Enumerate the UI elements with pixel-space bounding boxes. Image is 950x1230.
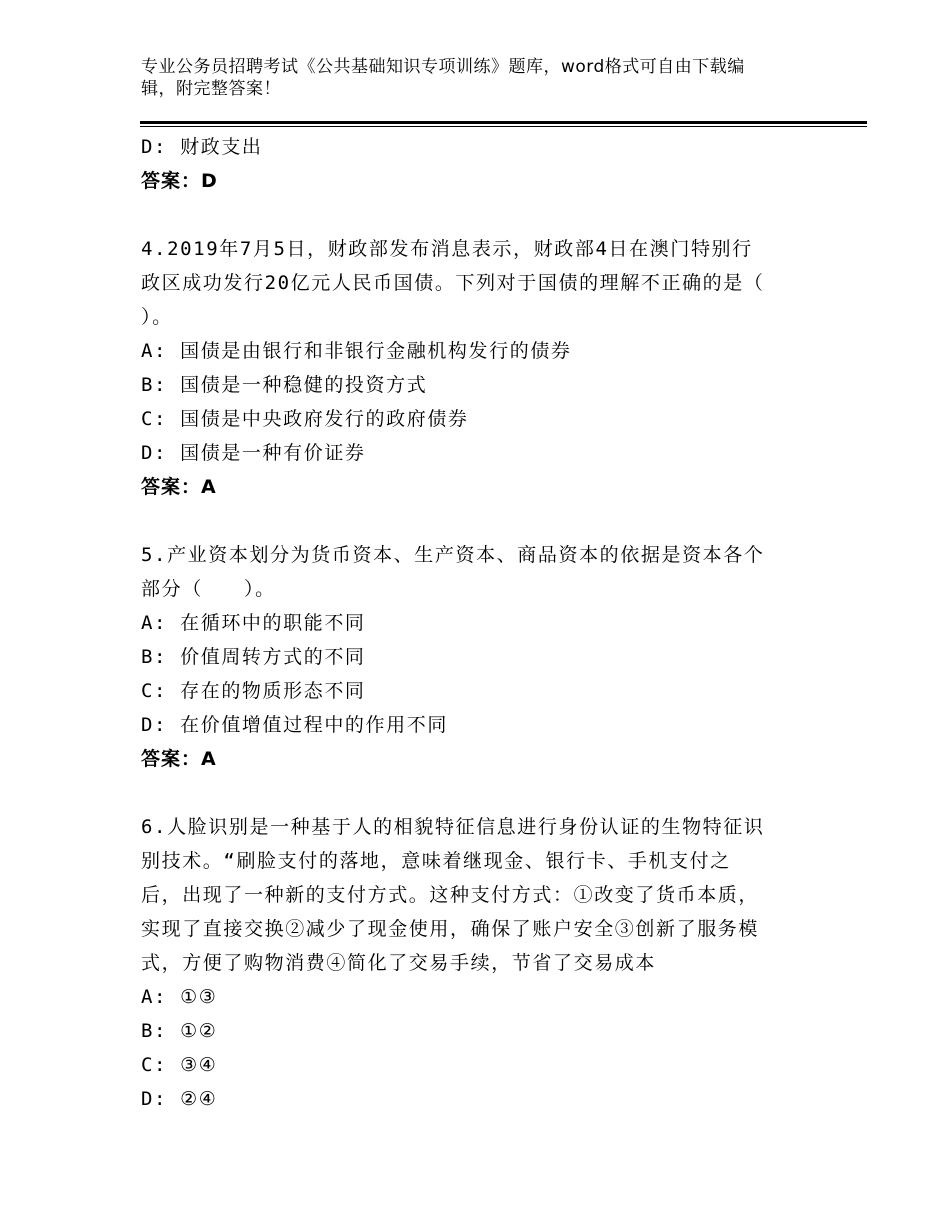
- answer-line: 答案：A: [141, 476, 217, 498]
- answer-line: 答案：A: [141, 748, 217, 770]
- header-line-1: 专业公务员招聘考试《公共基础知识专项训练》题库，word格式可自由下载编: [141, 57, 745, 77]
- question-content: [141, 130, 806, 1116]
- option-a: A: 国债是由银行和非银行金融机构发行的债券: [141, 340, 572, 362]
- option-c: C: 存在的物质形态不同: [141, 680, 366, 702]
- answer-line: 答案：D: [141, 170, 218, 192]
- spacer: [141, 504, 806, 538]
- option-b: B: ①②: [141, 1020, 218, 1042]
- question-stem-line: 4.2019年7月5日，财政部发布消息表示，财政部4日在澳门特别行: [141, 238, 753, 260]
- option-b: B: 国债是一种稳健的投资方式: [141, 374, 428, 396]
- question-stem-line: 后，出现了一种新的支付方式。这种支付方式：①改变了货币本质，: [141, 884, 760, 906]
- header-rule-thick: [140, 121, 867, 124]
- option-d: D: 在价值增值过程中的作用不同: [141, 714, 448, 736]
- spacer: [141, 776, 806, 810]
- question-6: [141, 810, 806, 1116]
- question-4: [141, 232, 806, 504]
- page-header: [141, 56, 801, 100]
- option-a: A: ①③: [141, 986, 218, 1008]
- option-c: C: ③④: [141, 1054, 218, 1076]
- option-b: B: 价值周转方式的不同: [141, 646, 366, 668]
- spacer: [141, 198, 806, 232]
- question-stem-line: 式，方便了购物消费④简化了交易手续，节省了交易成本: [141, 952, 657, 974]
- question-stem-line: 政区成功发行20亿元人民币国债。下列对于国债的理解不正确的是（: [141, 272, 765, 294]
- previous-question-tail: [141, 130, 806, 198]
- question-stem-line: 实现了直接交换②减少了现金使用，确保了账户安全③创新了服务模: [141, 918, 760, 940]
- option-d: D: 国债是一种有价证券: [141, 442, 366, 464]
- header-line-2: 辑，附完整答案！: [141, 79, 281, 99]
- question-stem-line: 别技术。“刷脸支付的落地，意味着继现金、银行卡、手机支付之: [141, 850, 731, 872]
- option-d: D: ②④: [141, 1088, 218, 1110]
- option-a: A: 在循环中的职能不同: [141, 612, 366, 634]
- option-c: C: 国债是中央政府发行的政府债券: [141, 408, 469, 430]
- question-stem-line: 6.人脸识别是一种基于人的相貌特征信息进行身份认证的生物特征识: [141, 816, 765, 838]
- question-5: [141, 538, 806, 776]
- question-stem-line: 5.产业资本划分为货币资本、生产资本、商品资本的依据是资本各个: [141, 544, 765, 566]
- question-stem-line: ）。: [141, 306, 173, 328]
- header-rule-thin: [140, 126, 867, 127]
- option-d: D: 财政支出: [141, 136, 263, 158]
- question-stem-line: 部分（ ）。: [141, 578, 276, 600]
